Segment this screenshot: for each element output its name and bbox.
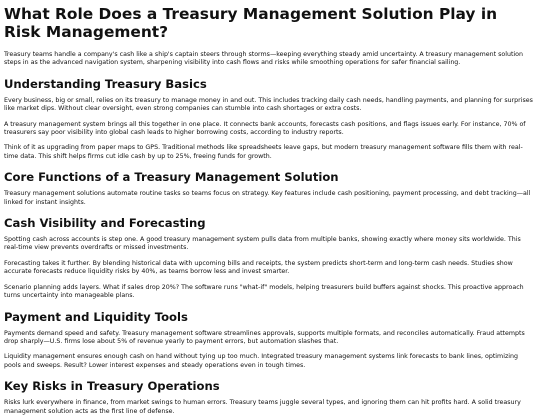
section-key-risks <box>4 379 536 416</box>
section-cash-visibility <box>4 216 536 300</box>
section-paragraph: A treasury management system brings all this together in one place. It connects bank accounts, forecasts cash positions, and flags issues early. For instance, 70% of treasurers say poor visibility into global cash leads to higher borrowing costs, according to industry reports. <box>4 120 526 137</box>
article-title: What Role Does a Treasury Management Solution Play in Risk Management? <box>4 5 498 41</box>
section-paragraph: Scenario planning adds layers. What if sales drop 20%? The software runs "what-if" models, helping treasurers build buffers against shocks. This proactive approach turns uncertainty into manageable plans. <box>4 283 524 300</box>
section-understanding-treasury-basics <box>4 77 536 161</box>
section-heading: Payment and Liquidity Tools <box>4 309 188 324</box>
section-heading: Cash Visibility and Forecasting <box>4 216 206 231</box>
section-core-functions <box>4 170 536 207</box>
section-heading: Key Risks in Treasury Operations <box>4 379 220 394</box>
section-paragraph: Payments demand speed and safety. Treasury management software streamlines approvals, supports multiple formats, and reconciles automatically. Fraud attempts drop sharply—U.S. firms lose about 5% of revenue yearly to payment errors, but automation slashes that. <box>4 329 525 345</box>
section-heading: Understanding Treasury Basics <box>4 76 207 91</box>
section-paragraph: Forecasting takes it further. By blending historical data with upcoming bills and receipts, the system predicts short-term and long-term cash needs. Studies show accurate forecasts reduce liquidity risks by 40%, as teams borrow less and invest smarter. <box>4 259 513 276</box>
section-heading: Core Functions of a Treasury Management Solution <box>4 170 339 185</box>
section-paragraph: Every business, big or small, relies on its treasury to manage money in and out. This includes tracking daily cash needs, handling payments, and planning for surprises like market dips. Without clear oversight, even strong companies can stumble into cash shortages or extra costs. <box>4 96 533 113</box>
section-paragraph: Spotting cash across accounts is step one. A good treasury management system pulls data from multiple banks, showing exactly where money sits worldwide. This real-time view prevents overdrafts or missed investments. <box>4 236 521 252</box>
section-paragraph: Risks lurk everywhere in finance, from market swings to human errors. Treasury teams juggle several types, and ignoring them can hit profits hard. A solid treasury management solution acts as the first line of defense. <box>4 399 521 415</box>
section-paragraph: Liquidity management ensures enough cash on hand without tying up too much. Integrated treasury management systems link forecasts to bank lines, optimizing pools and sweeps. Result? Lower interest expenses and steady operations even in tough times. <box>4 353 518 369</box>
section-paragraph: Think of it as upgrading from paper maps to GPS. Traditional methods like spreadsheets leave gaps, but modern treasury management software fills them with real-time data. This shift helps firms cut idle cash by up to 25%, freeing funds for growth. <box>4 144 523 160</box>
intro-paragraph: Treasury teams handle a company's cash like a ship's captain steers through storms—keeping everything steady amid uncertainty. A treasury management solution steps in as the advanced navigation system, sharpening visibility into cash flows and risks while smoothing operations for safer financial sailing. <box>4 51 524 67</box>
section-payment-liquidity <box>4 310 536 371</box>
section-paragraph: Treasury management solutions automate routine tasks so teams focus on strategy. Key features include cash positioning, payment processing, and debt tracking—all linked for instant insights. <box>4 190 531 206</box>
